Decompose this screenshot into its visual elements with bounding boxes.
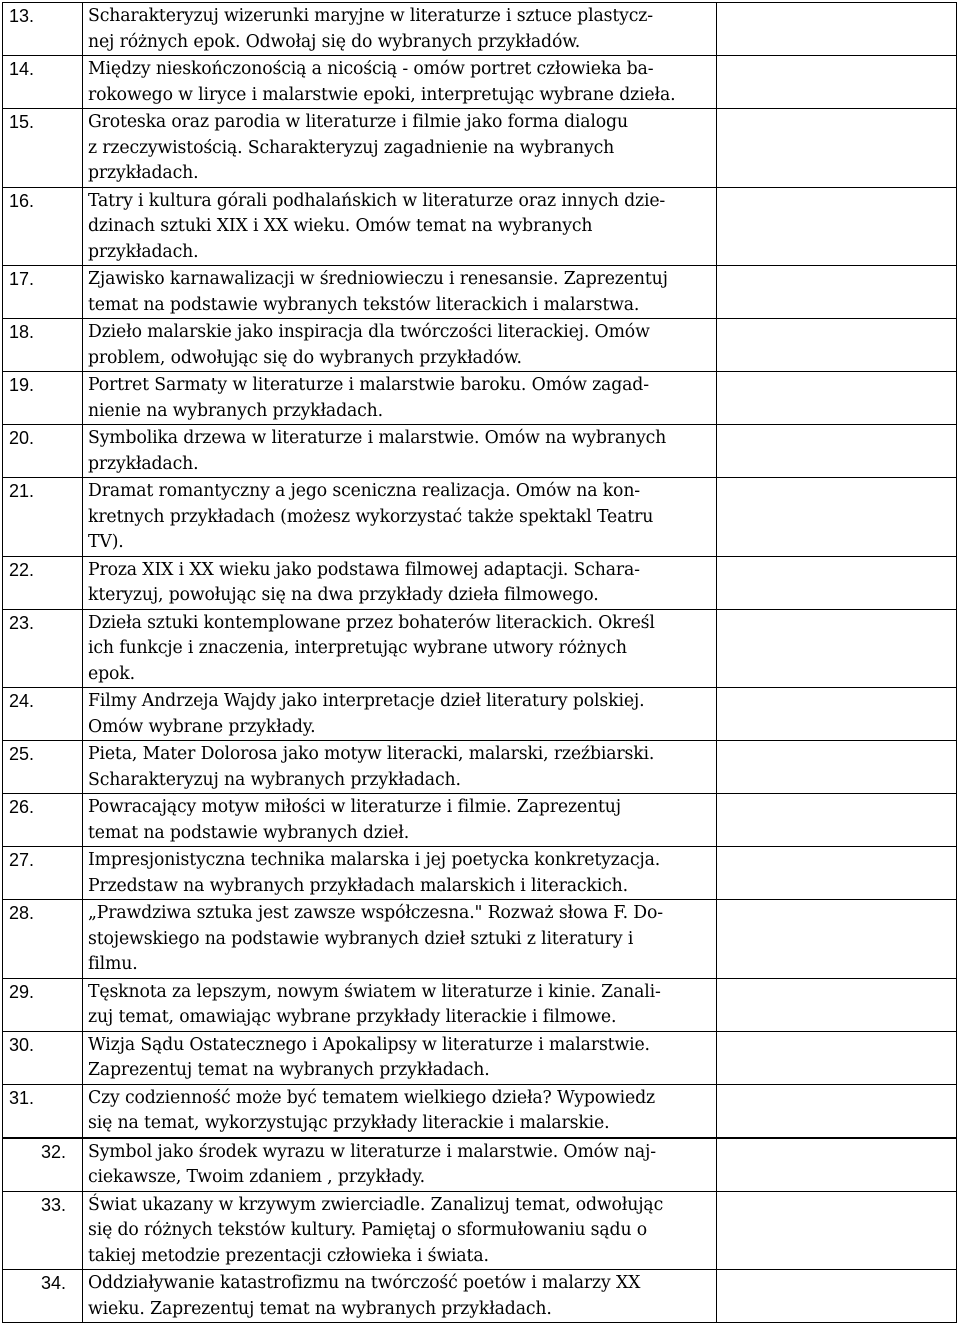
table-row [3, 56, 957, 109]
table-row [3, 1084, 957, 1138]
empty-cell [717, 609, 957, 688]
empty-cell [717, 688, 957, 741]
empty-cell [717, 978, 957, 1031]
empty-cell [717, 1270, 957, 1323]
empty-cell [717, 847, 957, 900]
table-row [3, 3, 957, 56]
table-row [3, 978, 957, 1031]
topic-number: 28. [3, 900, 83, 979]
topic-text: „Prawdziwa sztuka jest zawsze współczesna." Rozważ słowa F. Do- stojewskiego na podstawie wybranych dzieł sztuki z literatury i filmu. [83, 900, 717, 979]
empty-cell [717, 741, 957, 794]
empty-cell [717, 1138, 957, 1192]
topic-text: Między nieskończonością a nicością - omów portret człowieka ba- rokowego w liryce i malarstwie epoki, interpretując wybrane dzieła. [83, 56, 717, 109]
table-row [3, 425, 957, 478]
topic-text: Świat ukazany w krzywym zwierciadle. Zanalizuj temat, odwołując się do różnych tekstów kultury. Pamiętaj o sformułowaniu sądu o takiej metodzie prezentacji człowieka i świata. [83, 1191, 717, 1270]
topic-number: 25. [3, 741, 83, 794]
topic-number: 14. [3, 56, 83, 109]
topic-text: Groteska oraz parodia w literaturze i filmie jako forma dialogu z rzeczywistością. Scharakteryzuj zagadnienie na wybranych przykładach. [83, 109, 717, 188]
topic-text: Filmy Andrzeja Wajdy jako interpretacje dzieł literatury polskiej. Omów wybrane przykłady. [83, 688, 717, 741]
topic-text: Scharakteryzuj wizerunki maryjne w literaturze i sztuce plastycz- nej różnych epok. Odwołaj się do wybranych przykładów. [83, 3, 717, 56]
topic-text: Symbolika drzewa w literaturze i malarstwie. Omów na wybranych przykładach. [83, 425, 717, 478]
table-row [3, 900, 957, 979]
topic-text: Czy codzienność może być tematem wielkiego dzieła? Wypowiedz się na temat, wykorzystując przykłady literackie i malarskie. [83, 1084, 717, 1138]
topics-table-body [3, 3, 957, 1323]
topic-text: Zjawisko karnawalizacji w średniowieczu i renesansie. Zaprezentuj temat na podstawie wybranych tekstów literackich i malarstwa. [83, 266, 717, 319]
empty-cell [717, 1084, 957, 1138]
table-row [3, 109, 957, 188]
topic-text: Dramat romantyczny a jego sceniczna realizacja. Omów na kon- kretnych przykładach (możesz wykorzystać także spektakl Teatru TV). [83, 478, 717, 557]
topic-number: 20. [3, 425, 83, 478]
table-row [3, 1270, 957, 1323]
table-row [3, 319, 957, 372]
table-row [3, 847, 957, 900]
topic-text: Dzieło malarskie jako inspiracja dla twórczości literackiej. Omów problem, odwołując się do wybranych przykładów. [83, 319, 717, 372]
table-row [3, 1191, 957, 1270]
empty-cell [717, 478, 957, 557]
topic-text: Tatry i kultura górali podhalańskich w literaturze oraz innych dzie- dzinach sztuki XIX i XX wieku. Omów temat na wybranych przykładach. [83, 187, 717, 266]
topic-text: Powracający motyw miłości w literaturze i filmie. Zaprezentuj temat na podstawie wybranych dzieł. [83, 794, 717, 847]
topic-text: Impresjonistyczna technika malarska i jej poetycka konkretyzacja. Przedstaw na wybranych przykładach malarskich i literackich. [83, 847, 717, 900]
topic-number: 26. [3, 794, 83, 847]
topic-number: 30. [3, 1031, 83, 1084]
topic-text: Wizja Sądu Ostatecznego i Apokalipsy w literaturze i malarstwie. Zaprezentuj temat na wybranych przykładach. [83, 1031, 717, 1084]
empty-cell [717, 556, 957, 609]
topic-number: 29. [3, 978, 83, 1031]
topic-number: 27. [3, 847, 83, 900]
table-row [3, 266, 957, 319]
topic-number: 19. [3, 372, 83, 425]
topic-number: 22. [3, 556, 83, 609]
topic-number: 13. [3, 3, 83, 56]
topic-number: 23. [3, 609, 83, 688]
topic-number: 16. [3, 187, 83, 266]
topic-number: 24. [3, 688, 83, 741]
topic-number: 17. [3, 266, 83, 319]
empty-cell [717, 1031, 957, 1084]
table-row [3, 187, 957, 266]
empty-cell [717, 3, 957, 56]
topic-number: 15. [3, 109, 83, 188]
empty-cell [717, 794, 957, 847]
table-row [3, 372, 957, 425]
empty-cell [717, 109, 957, 188]
topic-number: 33. [3, 1191, 83, 1270]
topic-text: Proza XIX i XX wieku jako podstawa filmowej adaptacji. Schara- kteryzuj, powołując się na dwa przykłady dzieła filmowego. [83, 556, 717, 609]
table-row [3, 478, 957, 557]
topic-number: 31. [3, 1084, 83, 1138]
empty-cell [717, 425, 957, 478]
table-row [3, 556, 957, 609]
empty-cell [717, 1191, 957, 1270]
table-row [3, 794, 957, 847]
topic-text: Symbol jako środek wyrazu w literaturze i malarstwie. Omów naj- ciekawsze, Twoim zdaniem , przykłady. [83, 1138, 717, 1192]
empty-cell [717, 319, 957, 372]
topics-table [2, 2, 957, 1323]
topic-text: Oddziaływanie katastrofizmu na twórczość poetów i malarzy XX wieku. Zaprezentuj temat na wybranych przykładach. [83, 1270, 717, 1323]
topic-number: 34. [3, 1270, 83, 1323]
empty-cell [717, 372, 957, 425]
topic-text: Pieta, Mater Dolorosa jako motyw literacki, malarski, rzeźbiarski. Scharakteryzuj na wybranych przykładach. [83, 741, 717, 794]
topic-number: 21. [3, 478, 83, 557]
table-row [3, 609, 957, 688]
table-row [3, 1138, 957, 1192]
topic-text: Tęsknota za lepszym, nowym światem w literaturze i kinie. Zanali- zuj temat, omawiając wybrane przykłady literackie i filmowe. [83, 978, 717, 1031]
empty-cell [717, 266, 957, 319]
empty-cell [717, 56, 957, 109]
table-row [3, 741, 957, 794]
empty-cell [717, 187, 957, 266]
topic-number: 18. [3, 319, 83, 372]
table-row [3, 688, 957, 741]
table-row [3, 1031, 957, 1084]
topic-number: 32. [3, 1138, 83, 1192]
topic-text: Portret Sarmaty w literaturze i malarstwie baroku. Omów zagad- nienie na wybranych przykładach. [83, 372, 717, 425]
topic-text: Dzieła sztuki kontemplowane przez bohaterów literackich. Określ ich funkcje i znaczenia, interpretując wybrane utwory różnych epok. [83, 609, 717, 688]
empty-cell [717, 900, 957, 979]
